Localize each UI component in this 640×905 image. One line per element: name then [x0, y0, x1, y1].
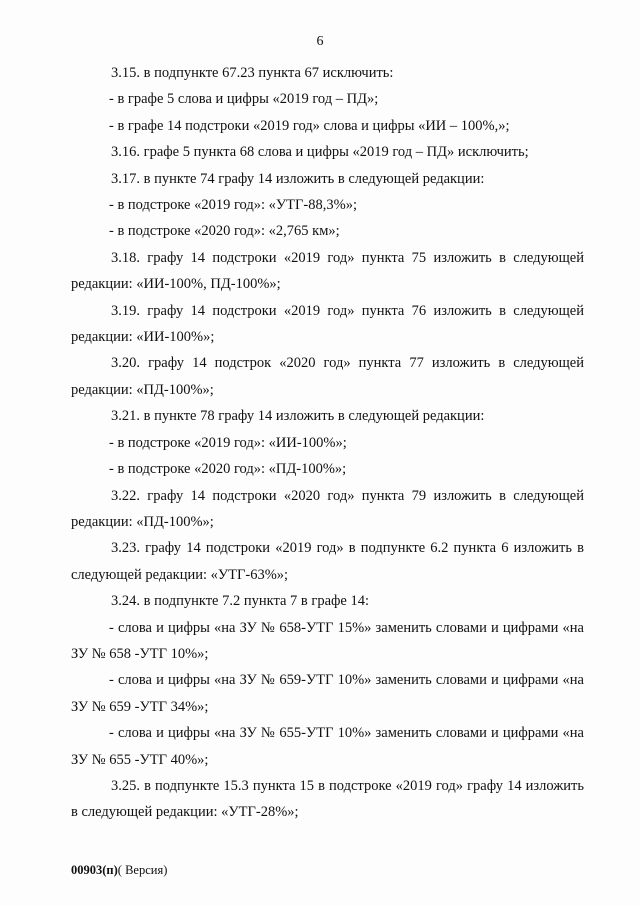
- paragraph-3-16: 3.16. графе 5 пункта 68 слова и цифры «2019 год – ПД» исключить;: [111, 144, 529, 161]
- document-version: ( Версия): [117, 863, 168, 877]
- paragraph-3-21-item-2: - в подстроке «2020 год»: «ПД-100%»;: [109, 461, 347, 478]
- paragraph-3-19: 3.19. графу 14 подстроки «2019 год» пункта 76 изложить в следующей редакции: «ИИ-100%»;: [71, 302, 584, 346]
- paragraph-3-17-item-1: - в подстроке «2019 год»: «УТГ-88,3%»;: [109, 197, 357, 214]
- page-number: 6: [316, 34, 324, 49]
- paragraph-3-24-item-1: - слова и цифры «на ЗУ № 658-УТГ 15%» заменить словами и цифрами «на ЗУ № 658 -УТГ 10%»;: [71, 619, 584, 662]
- paragraph-3-24: 3.24. в подпункте 7.2 пункта 7 в графе 14:: [111, 593, 369, 610]
- document-code: 00903(п): [71, 863, 118, 877]
- document-footer: [71, 863, 167, 878]
- paragraph-3-22: 3.22. графу 14 подстроки «2020 год» пункта 79 изложить в следующей редакции: «ПД-100%»;: [71, 487, 584, 530]
- paragraph-3-23: 3.23. графу 14 подстроки «2019 год» в подпункте 6.2 пункта 6 изложить в следующей редакции: «УТГ-63%»;: [71, 540, 584, 583]
- paragraph-3-18: 3.18. графу 14 подстроки «2019 год» пункта 75 изложить в следующей редакции: «ИИ-100%, ПД-100%»;: [71, 249, 584, 293]
- paragraph-3-21-item-1: - в подстроке «2019 год»: «ИИ-100%»;: [109, 434, 347, 451]
- paragraph-3-15-item-2: - в графе 14 подстроки «2019 год» слова и цифры «ИИ – 100%,»;: [109, 117, 510, 134]
- paragraph-3-25: 3.25. в подпункте 15.3 пункта 15 в подстроке «2019 год» графу 14 изложить в следующей редакции: «УТГ-28%»;: [71, 777, 584, 821]
- document-body: [71, 60, 584, 826]
- paragraph-3-21: 3.21. в пункте 78 графу 14 изложить в следующей редакции:: [111, 408, 485, 425]
- paragraph-3-17-item-2: - в подстроке «2020 год»: «2,765 км»;: [109, 223, 340, 240]
- paragraph-3-17: 3.17. в пункте 74 графу 14 изложить в следующей редакции:: [111, 170, 485, 187]
- paragraph-3-24-item-3: - слова и цифры «на ЗУ № 655-УТГ 10%» заменить словами и цифрами «на ЗУ № 655 -УТГ 40%»;: [71, 725, 584, 768]
- paragraph-3-15: 3.15. в подпункте 67.23 пункта 67 исключить:: [111, 65, 394, 81]
- paragraph-3-24-item-2: - слова и цифры «на ЗУ № 659-УТГ 10%» заменить словами и цифрами «на ЗУ № 659 -УТГ 34%»;: [71, 672, 584, 715]
- paragraph-3-20: 3.20. графу 14 подстрок «2020 год» пункта 77 изложить в следующей редакции: «ПД-100%»;: [71, 355, 584, 398]
- paragraph-3-15-item-1: - в графе 5 слова и цифры «2019 год – ПД»;: [109, 91, 379, 108]
